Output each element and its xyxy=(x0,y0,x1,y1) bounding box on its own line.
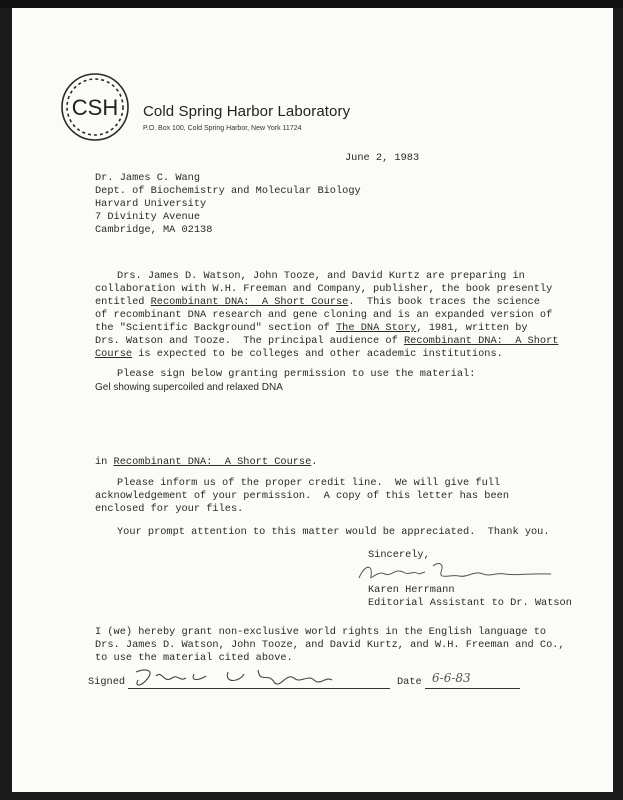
permission-request: Please sign below granting permission to use the material: xyxy=(117,368,476,380)
book-title: Course xyxy=(95,348,133,360)
text-run: in xyxy=(95,456,114,468)
body-line xyxy=(95,322,528,335)
text-run: , 1981, written by xyxy=(416,322,528,334)
text-run: . This book traces the science xyxy=(348,296,540,308)
document-edge xyxy=(0,0,623,8)
signer-name: Karen Herrmann xyxy=(368,584,455,596)
book-title: Recombinant DNA: A Short xyxy=(403,335,559,347)
signed-label: Signed xyxy=(88,676,126,688)
karen-herrmann-signature xyxy=(355,560,555,584)
text-run: the "Scientific Background" section of xyxy=(95,322,336,334)
grant-line: I (we) hereby grant non-exclusive world rights in the English language to xyxy=(95,626,547,638)
text-run: entitled xyxy=(95,296,151,308)
james-wang-signature xyxy=(128,666,338,694)
grant-line: to use the material cited above. xyxy=(95,652,293,664)
recipient-university: Harvard University xyxy=(95,198,207,210)
material-description: Gel showing supercoiled and relaxed DNA xyxy=(95,382,283,393)
body-line: Drs. James D. Watson, John Tooze, and David Kurtz are preparing in xyxy=(117,270,525,282)
book-title: Recombinant DNA: A Short Course xyxy=(113,456,312,468)
laboratory-address: P.O. Box 100, Cold Spring Harbor, New York 11724 xyxy=(143,125,302,132)
text-run: . xyxy=(311,456,318,468)
laboratory-name: Cold Spring Harbor Laboratory xyxy=(143,103,351,120)
body-line xyxy=(95,296,540,309)
grant-line: Drs. James D. Watson, John Tooze, and David Kurtz, and W.H. Freeman and Co., xyxy=(95,639,565,651)
recipient-name: Dr. James C. Wang xyxy=(95,172,201,184)
date-line xyxy=(425,688,520,689)
recipient-city: Cambridge, MA 02138 xyxy=(95,224,213,236)
recipient-dept: Dept. of Biochemistry and Molecular Biology xyxy=(95,185,361,197)
closing-request: Your prompt attention to this matter would be appreciated. Thank you. xyxy=(117,526,550,538)
body-line xyxy=(95,335,558,348)
body-line: Please inform us of the proper credit line. We will give full xyxy=(117,477,501,489)
logo-text: CSH xyxy=(71,95,119,120)
date-label: Date xyxy=(397,676,422,688)
body-line: collaboration with W.H. Freeman and Company, publisher, the book presently xyxy=(95,283,553,295)
text-run: is expected to be colleges and other academic institutions. xyxy=(132,348,503,360)
body-line: acknowledgement of your permission. A copy of this letter has been xyxy=(95,490,510,502)
csh-logo-icon xyxy=(58,70,132,144)
signed-date: 6-6-83 xyxy=(432,671,471,685)
book-title: The DNA Story xyxy=(336,322,417,334)
letter-date: June 2, 1983 xyxy=(345,152,420,164)
body-line: enclosed for your files. xyxy=(95,503,244,515)
salutation: Sincerely, xyxy=(368,549,430,561)
recipient-street: 7 Divinity Avenue xyxy=(95,211,201,223)
body-line: of recombinant DNA research and gene cloning and is an expanded version of xyxy=(95,309,553,321)
signer-title: Editorial Assistant to Dr. Watson xyxy=(368,597,572,609)
book-title: Recombinant DNA: A Short Course xyxy=(150,296,349,308)
text-run: Drs. Watson and Tooze. The principal audience of xyxy=(95,335,404,347)
publication-line xyxy=(95,456,317,469)
body-line xyxy=(95,348,503,361)
